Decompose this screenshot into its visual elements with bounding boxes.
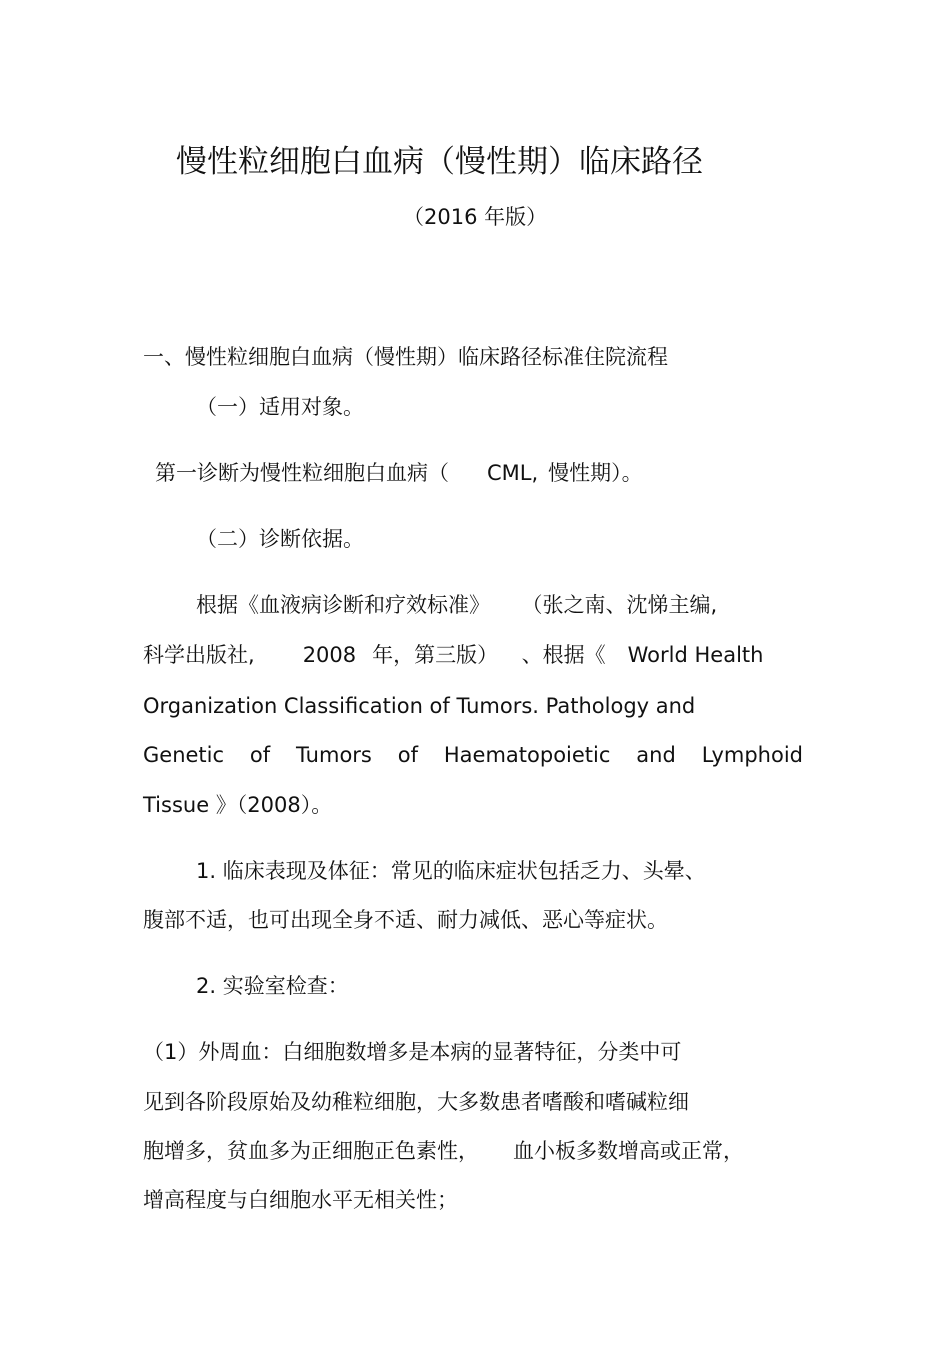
page-title: 慢性粒细胞白血病（慢性期）临床路径 xyxy=(176,144,703,180)
basis-line-2d: 、根据《 xyxy=(521,643,606,667)
subsection-heading-applicable: （一）适用对象。 xyxy=(196,395,364,419)
basis-word: and xyxy=(636,743,676,767)
basis-line-4 xyxy=(143,741,803,769)
subsection-heading-diagnosis: （二）诊断依据。 xyxy=(196,527,364,551)
applicable-text-a: 第一诊断为慢性粒细胞白血病（ xyxy=(155,461,449,485)
edition-label: （2016 年版） xyxy=(403,205,548,229)
basis-word: Genetic xyxy=(143,743,225,767)
applicable-text-c: 慢性期）。 xyxy=(548,461,643,485)
basis-line-2 xyxy=(143,641,763,669)
basis-line-2b: 2008 xyxy=(302,643,357,667)
basis-word: of xyxy=(397,743,418,767)
basis-line-2c: 年，第三版） xyxy=(372,643,488,667)
basis-word: Tumors xyxy=(296,743,372,767)
basis-word: Haematopoietic xyxy=(443,743,611,767)
basis-line-1a: 根据《血液病诊断和疗效标准》 xyxy=(196,593,490,617)
basis-line-2a: 科学出版社, xyxy=(143,643,255,667)
basis-word: of xyxy=(249,743,271,767)
basis-line-1 xyxy=(196,591,717,619)
item2-1-line-3b: 血小板多数增高或正常， xyxy=(513,1139,744,1163)
basis-line-5: Tissue 》（2008）。 xyxy=(143,793,333,817)
item2-heading: 2. 实验室检查： xyxy=(196,974,349,998)
item2-1-line-3a: 胞增多，贫血多为正细胞正色素性， xyxy=(143,1139,479,1163)
applicable-text-b: CML, xyxy=(487,461,539,485)
basis-line-1b: （张之南、沈悌主编, xyxy=(532,593,718,617)
applicable-text xyxy=(155,459,643,487)
section-heading: 一、慢性粒细胞白血病（慢性期）临床路径标准住院流程 xyxy=(143,345,668,369)
item2-1-line-1: （1）外周血：白细胞数增多是本病的显著特征，分类中可 xyxy=(143,1040,682,1064)
basis-line-2e: World Health xyxy=(627,643,764,667)
item1-line-1: 1. 临床表现及体征：常见的临床症状包括乏力、头晕、 xyxy=(196,859,706,883)
item1-line-2: 腹部不适，也可出现全身不适、耐力减低、恶心等症状。 xyxy=(143,908,668,932)
item2-1-line-3 xyxy=(143,1137,744,1165)
item2-1-line-2: 见到各阶段原始及幼稚粒细胞，大多数患者嗜酸和嗜碱粒细 xyxy=(143,1090,689,1114)
basis-line-3: Organization Classification of Tumors. Pathology and xyxy=(143,694,696,718)
item2-1-line-4: 增高程度与白细胞水平无相关性； xyxy=(143,1188,458,1212)
basis-word: Lymphoid xyxy=(701,743,803,767)
